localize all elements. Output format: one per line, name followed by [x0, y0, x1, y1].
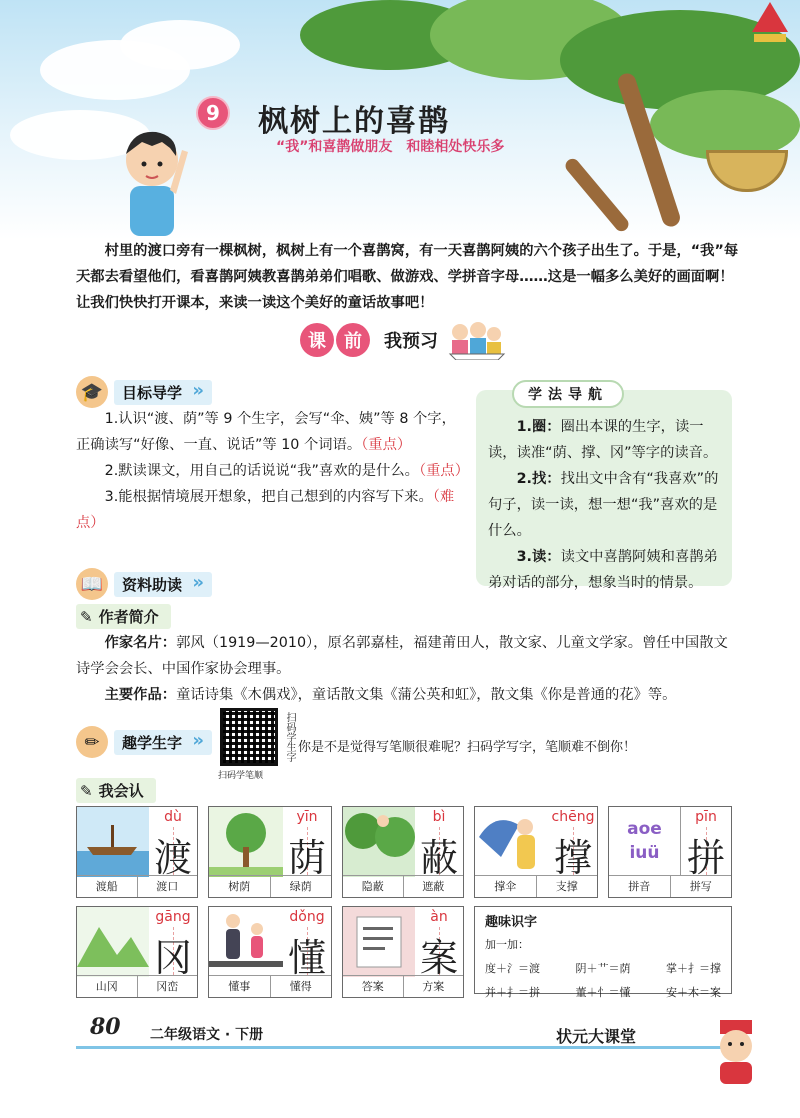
preview-heading: [300, 320, 508, 360]
goals-list: [76, 406, 470, 536]
hanzi-char: 冈: [153, 936, 192, 980]
word-label: 答案: [361, 980, 384, 993]
hanzi-char: 蔽: [419, 836, 458, 880]
author-card: 作家名片：郭风（1919—2010），原名郭嘉桂，福建莆田人，散文家、儿童文学家。曾任中国散文诗学会会长、中国作家协会理事。: [76, 635, 728, 677]
hill-illustration: [77, 907, 149, 975]
goal-item: 3.能根据情境展开想象，把自己想到的内容写下来。（难点）: [76, 489, 455, 531]
author-info: [76, 630, 736, 708]
word-label: 渡船: [95, 880, 118, 893]
word-label: 支撑: [536, 876, 598, 897]
word-label: 山冈: [95, 980, 118, 993]
qr-code[interactable]: [220, 708, 278, 766]
word-label: 隐蔽: [361, 880, 384, 893]
pinyin-label: dǒng: [289, 909, 325, 925]
char-card-du: [76, 806, 198, 898]
brand-name: 状元大课堂: [556, 1027, 637, 1046]
student-icon: ✏: [76, 726, 108, 758]
char-card-cheng: [474, 806, 598, 898]
pinyin-label: gāng: [155, 909, 191, 925]
pinyin-label: chēng: [551, 809, 595, 825]
hanzi-char: 案: [419, 936, 458, 980]
word-label: 遮蔽: [403, 876, 464, 897]
word-label: 树荫: [228, 880, 251, 893]
hanzi-char: 撑: [553, 836, 592, 880]
word-label: 撑伞: [494, 880, 517, 893]
book-title: 二年级语文 · 下册: [150, 1027, 264, 1043]
preview-char-badge: 前: [336, 323, 370, 357]
char-card-bi: [342, 806, 464, 898]
pinyin-label: yīn: [296, 809, 318, 825]
method-item: 2.找：找出文中含有“我喜欢”的句子，读一读，想一想“我”喜欢的是什么。: [488, 471, 719, 539]
pencil-icon: ✎: [80, 781, 93, 800]
qr-text: 你是不是觉得写笔顺很难呢？扫码学写字，笔顺难不倒你！: [298, 740, 637, 755]
fun-box-title: 趣味识字: [485, 915, 538, 930]
goals-heading: [76, 376, 212, 408]
char-card-yin: [208, 806, 332, 898]
fun-heading: [76, 726, 212, 758]
word-label: 渡口: [137, 876, 198, 897]
char-card-an: [342, 906, 464, 998]
pinyin-label: pīn: [695, 809, 717, 825]
author-works: 主要作品：童话诗集《木偶戏》，童话散文集《蒲公英和虹》，散文集《你是普通的花》等。: [104, 687, 677, 703]
pencil-icon: ✎: [80, 607, 93, 626]
fun-row: 度＋氵＝渡 阴＋艹＝荫 掌＋扌＝撑: [485, 962, 721, 975]
reference-heading: [76, 568, 212, 600]
author-tag: ✎ 作者简介: [76, 604, 171, 629]
method-box: [476, 390, 732, 591]
fun-recognition-box: [474, 906, 732, 999]
pinyin-letters-illustration: aoe iuü: [609, 807, 681, 875]
mascot-illustration: [708, 1018, 764, 1088]
word-label: 懂事: [228, 980, 251, 993]
page-number: 80: [90, 1014, 121, 1040]
qr-side-label: 扫码学生字: [284, 712, 295, 762]
recognize-tag: ✎ 我会认: [76, 778, 156, 803]
reference-heading-label: 资料助读 »: [114, 572, 212, 597]
goal-item: 1.认识“渡、荫”等 9 个生字，会写“伞、姨”等 8 个字，正确读写“好像、一直、说话”等 10 个词语。（重点）: [76, 411, 456, 453]
word-label: 绿荫: [270, 876, 332, 897]
goals-heading-label: 目标导学 »: [114, 380, 212, 405]
ferry-illustration: [77, 807, 149, 875]
lesson-number-badge: 9: [196, 96, 230, 130]
lesson-subtitle: “我”和喜鹊做朋友 和睦相处快乐多: [276, 139, 505, 155]
hanzi-char: 懂: [287, 936, 326, 980]
boy-illustration: [112, 120, 192, 240]
word-label: 拼写: [670, 876, 732, 897]
goal-item: 2.默读课文，用自己的话说说“我”喜欢的是什么。（重点）: [104, 463, 470, 479]
student-icon: 📖: [76, 568, 108, 600]
fun-heading-label: 趣学生字 »: [114, 730, 212, 755]
word-label: 方案: [403, 976, 464, 997]
paper-illustration: [343, 907, 415, 975]
char-card-pin: [608, 806, 732, 898]
lesson-title: 枫树上的喜鹊: [258, 104, 450, 139]
method-item: 3.读：读文中喜鹊阿姨和喜鹊弟弟对话的部分，想象当时的情景。: [488, 549, 718, 591]
word-label: 冈峦: [137, 976, 198, 997]
helping-illustration: [209, 907, 283, 975]
umbrella-illustration: [475, 807, 549, 875]
char-card-gang: [76, 906, 198, 998]
method-title: 学法导航: [512, 380, 624, 408]
qr-caption: 扫码学笔顺: [218, 771, 264, 781]
hanzi-char: 渡: [153, 836, 192, 880]
char-card-dong: [208, 906, 332, 998]
method-item: 1.圈：圈出本课的生字，读一读，读准“荫、撑、冈”等字的读音。: [488, 419, 718, 461]
word-label: 懂得: [270, 976, 332, 997]
hidden-illustration: [343, 807, 415, 875]
preview-char-badge: 课: [300, 323, 334, 357]
family-reading-icon: [446, 320, 508, 360]
word-label: 拼音: [628, 880, 651, 893]
preview-label: 我预习: [384, 331, 438, 352]
hanzi-char: 拼: [686, 836, 725, 880]
tree-shade-illustration: [209, 807, 283, 875]
fun-row: 并＋扌＝拼 董＋忄＝懂 安＋木＝案: [485, 986, 721, 999]
logo-icon: [750, 0, 790, 46]
cloud-illustration: [120, 20, 240, 70]
hanzi-char: 荫: [287, 836, 326, 880]
intro-paragraph: 村里的渡口旁有一棵枫树，枫树上有一个喜鹊窝，有一天喜鹊阿姨的六个孩子出生了。于是，“我”每天都去看望他们，看喜鹊阿姨教喜鹊弟弟们唱歌、做游戏、学拼音字母……这是一幅多么美好的画面啊！让我们快快打开课本，来读一读这个美好的童话故事吧！: [76, 243, 739, 311]
pinyin-label: dù: [164, 809, 182, 825]
pinyin-label: bì: [432, 809, 446, 825]
student-icon: 🎓: [76, 376, 108, 408]
pinyin-label: àn: [430, 909, 448, 925]
fun-box-subtitle: 加一加：: [485, 938, 529, 951]
